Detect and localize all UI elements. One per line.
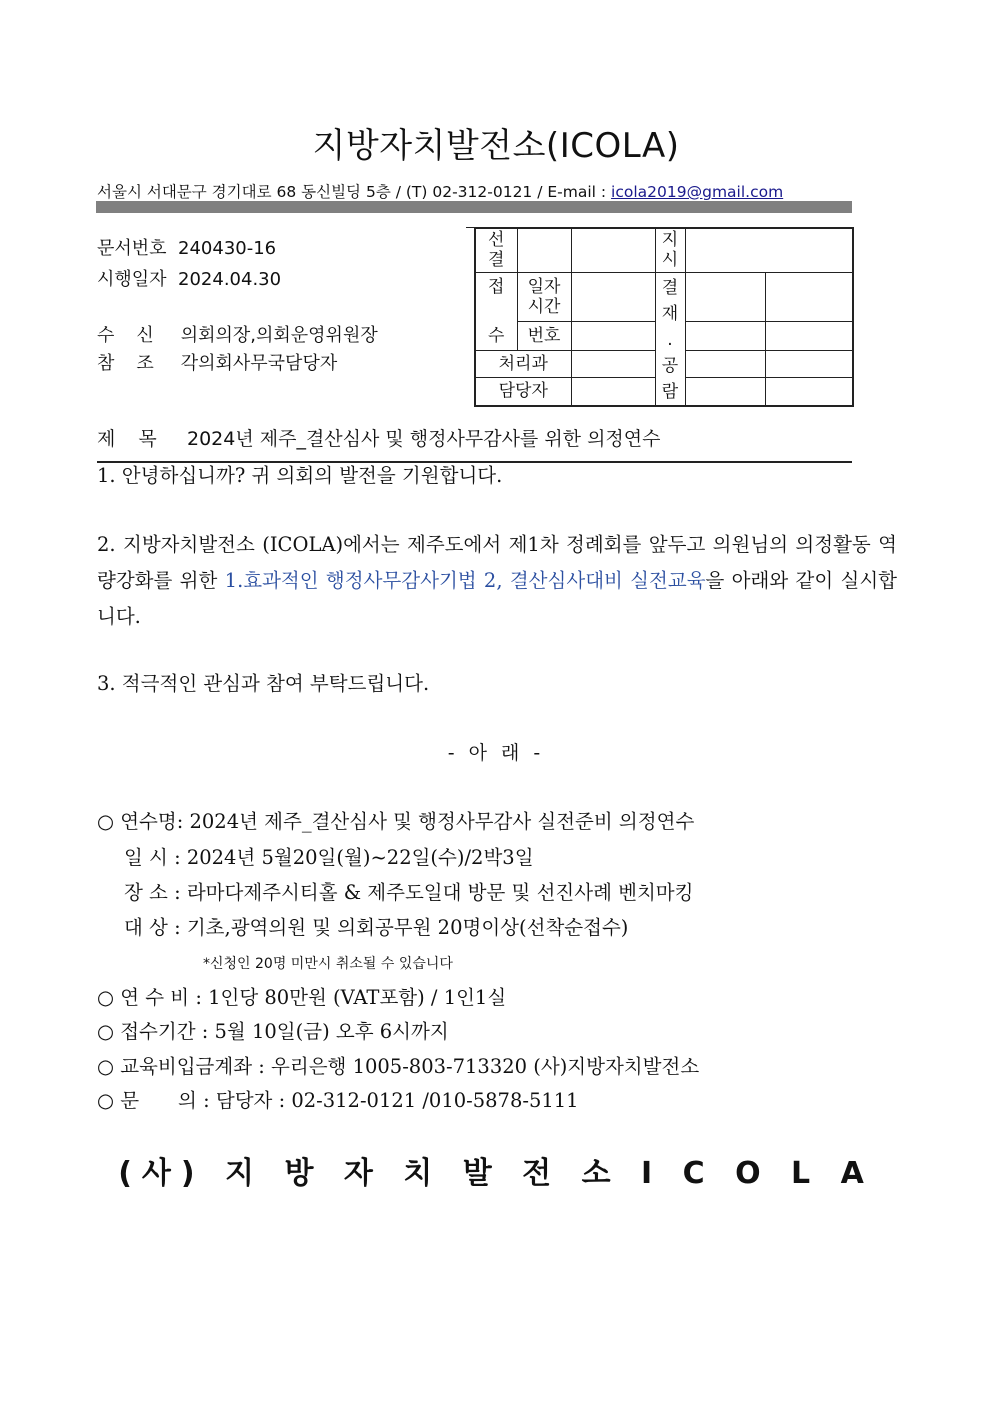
cancel-note: *신청인 20명 미만시 취소될 수 있습니다 — [203, 956, 453, 972]
su-cell: 수 — [475, 322, 517, 351]
beonho-cell: 번호 — [517, 322, 571, 351]
doc-number-row — [97, 234, 276, 260]
paragraph-2-text: 2. 지방자치발전소 (ICOLA)에서는 제주도에서 제1차 정례회를 앞두고 의원님의 의정활동 역량강화를 위한 — [97, 533, 897, 592]
blank-cell — [571, 378, 655, 406]
doc-number: 240430-16 — [178, 238, 277, 259]
header-divider — [96, 201, 852, 213]
recipient-value: 의회의장,의회운영위원장 — [180, 325, 378, 346]
paragraph-3: 3. 적극적인 관심과 참여 부탁드립니다. — [97, 672, 430, 695]
subject-text: 2024년 제주_결산심사 및 행정사무감사를 위한 의정연수 — [187, 428, 661, 450]
jeop-cell: 접 — [475, 272, 517, 322]
table-tick — [466, 227, 474, 228]
blank-cell — [571, 351, 655, 378]
date-row — [97, 265, 281, 291]
blank-cell — [765, 322, 853, 351]
blank-cell — [685, 351, 765, 378]
doc-number-label: 문서번호 — [97, 238, 167, 259]
registration-period: ○ 접수기간 : 5월 10일(금) 오후 6시까지 — [97, 1020, 449, 1043]
blank-cell — [571, 228, 655, 272]
below-heading: - 아 래 - — [447, 742, 545, 764]
paragraph-1: 1. 안녕하십니까? 귀 의회의 발전을 기원합니다. — [97, 464, 503, 487]
blank-cell — [685, 378, 765, 406]
fee: ○ 연 수 비 : 1인당 80만원 (VAT포함) / 1인1실 — [97, 986, 507, 1009]
subject-row — [97, 424, 661, 451]
ji-si-cell: 지 시 — [655, 228, 685, 272]
reference-value: 각의회사무국담당자 — [180, 353, 338, 374]
paragraph-2 — [97, 527, 897, 635]
footer-signature: (사) 지 방 자 치 발 전 소 I C O L A — [118, 1156, 874, 1191]
course-name: ○ 연수명: 2024년 제주_결산심사 및 행정사무감사 실전준비 의정연수 — [97, 810, 695, 833]
blank-cell — [685, 228, 853, 272]
blank-cell — [765, 378, 853, 406]
paragraph-2-highlight: 1.효과적인 행정사무감사기법 2, 결산심사대비 실전교육 — [224, 569, 706, 592]
gyeoljae-cell: 결 재 . 공 람 — [655, 272, 685, 406]
approval-table — [474, 227, 854, 407]
subject-label: 제 목 — [97, 428, 159, 450]
reference-label: 참 조 — [97, 353, 156, 374]
blank-cell — [571, 272, 655, 322]
blank-cell — [685, 322, 765, 351]
cheorigwa-cell: 처리과 — [475, 351, 571, 378]
page-title: 지방자치발전소(ICOLA) — [312, 126, 680, 166]
ilja-cell: 일자 시간 — [517, 272, 571, 322]
reference-row — [97, 349, 337, 375]
blank-cell — [571, 322, 655, 351]
target: 대 상 : 기초,광역의원 및 의회공무원 20명이상(선착순접수) — [124, 916, 629, 939]
blank-cell — [765, 272, 853, 322]
schedule: 일 시 : 2024년 5월20일(월)~22일(수)/2박3일 — [124, 846, 534, 869]
paragraph-2-tail: 을 아래와 같이 실시합니다. — [97, 569, 897, 628]
blank-cell — [765, 351, 853, 378]
place: 장 소 : 라마다제주시티홀 & 제주도일대 방문 및 선진사례 벤치마킹 — [124, 881, 694, 904]
seon-gyeol-cell: 선 결 — [475, 228, 517, 272]
address-line — [97, 180, 783, 202]
recipient-label: 수 신 — [97, 325, 156, 346]
bank-account: ○ 교육비입금계좌 : 우리은행 1005-803-713320 (사)지방자치발전소 — [97, 1055, 700, 1078]
recipient-row — [97, 321, 378, 347]
damdangja-cell: 담당자 — [475, 378, 571, 406]
email-link[interactable]: icola2019@gmail.com — [611, 183, 784, 201]
date-value: 2024.04.30 — [178, 269, 282, 290]
date-label: 시행일자 — [97, 269, 167, 290]
contact: ○ 문 의 : 담당자 : 02-312-0121 /010-5878-5111 — [97, 1089, 579, 1112]
address-text: 서울시 서대문구 경기대로 68 동신빌딩 5층 / (T) 02-312-0121 / E-mail : — [97, 183, 612, 201]
blank-cell — [685, 272, 765, 322]
blank-cell — [517, 228, 571, 272]
